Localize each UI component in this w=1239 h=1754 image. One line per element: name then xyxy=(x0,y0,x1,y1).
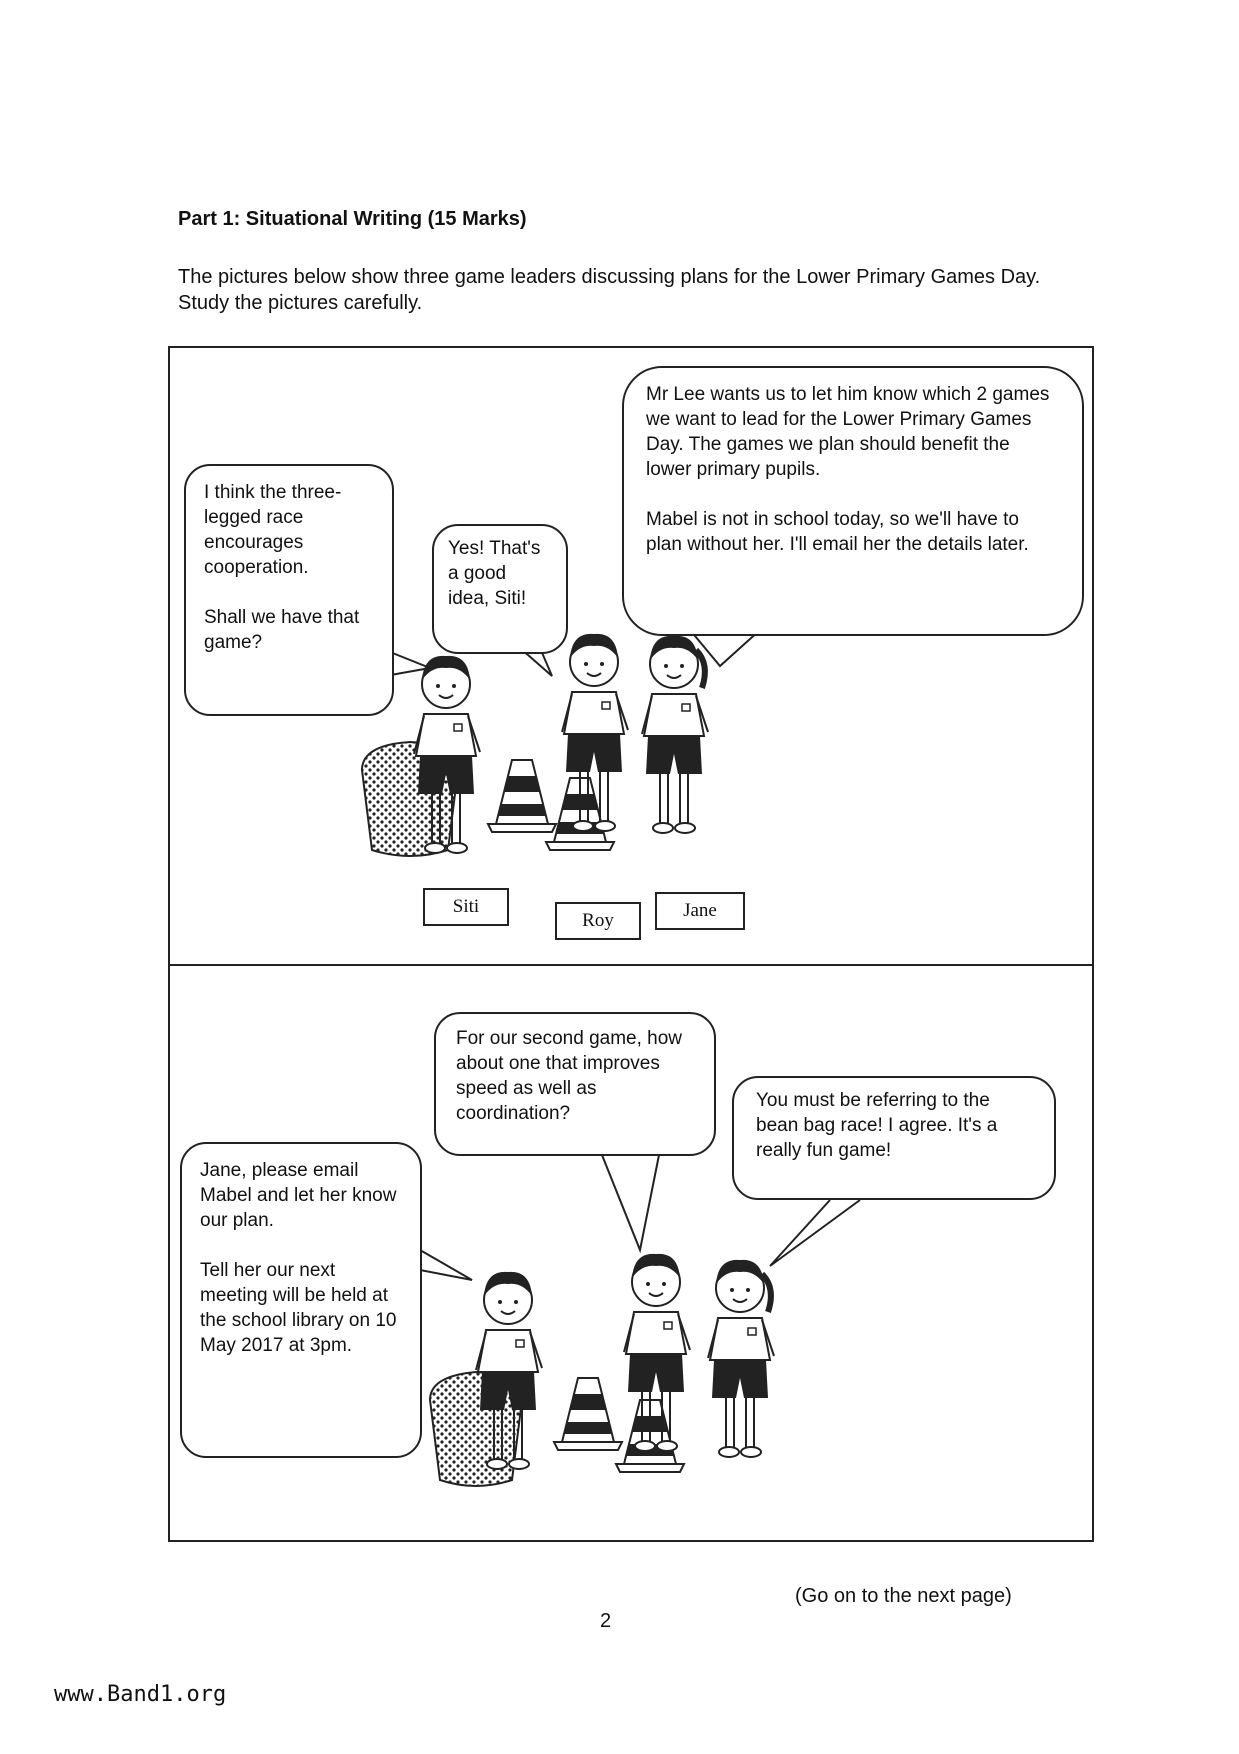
section-heading: Part 1: Situational Writing (15 Marks) xyxy=(178,208,527,230)
instructions: The pictures below show three game leaders discussing plans for the Lower Primary Games Day. Study the pictures carefully. xyxy=(178,266,1041,314)
bubble-text: Yes! That's a good idea, Siti! xyxy=(448,538,541,609)
bubble-text: Shall we have that game? xyxy=(204,607,360,653)
bubble-text: I think the three-legged race encourages cooperation. xyxy=(204,482,342,578)
speech-bubble-jane xyxy=(622,366,1084,636)
figure-jane xyxy=(708,1260,774,1457)
bubble-text: Jane, please email Mabel and let her know our plan. xyxy=(200,1160,397,1231)
name-label-siti: Siti xyxy=(423,888,509,926)
bubble-text: For our second game, how about one that improves speed as well as coordination? xyxy=(456,1028,683,1124)
speech-bubble-siti xyxy=(180,1142,422,1458)
bubble-text: Tell her our next meeting will be held at the school library on 10 May 2017 at 3pm. xyxy=(200,1260,397,1356)
traffic-cone xyxy=(554,1378,622,1450)
figure-jane xyxy=(642,636,708,833)
bubble-text: You must be referring to the bean bag race! I agree. It's a really fun game! xyxy=(756,1090,998,1161)
bubble-text: Mr Lee wants us to let him know which 2 games we want to lead for the Lower Primary Games Day. The games we plan should benefit the lower primary pupils. xyxy=(646,384,1050,480)
website-watermark: www.Band1.org xyxy=(54,1682,227,1707)
speech-bubble-siti xyxy=(184,464,394,716)
name-label-jane: Jane xyxy=(655,892,745,930)
name-label-roy: Roy xyxy=(555,902,641,940)
speech-bubble-roy xyxy=(432,524,568,654)
continue-note: (Go on to the next page) xyxy=(795,1585,1012,1607)
page-number: 2 xyxy=(600,1610,612,1632)
speech-bubble-roy xyxy=(434,1012,716,1156)
traffic-cone xyxy=(488,760,556,832)
bubble-text: Mabel is not in school today, so we'll have to plan without her. I'll email her the details later. xyxy=(646,509,1029,555)
speech-bubble-jane xyxy=(732,1076,1056,1200)
